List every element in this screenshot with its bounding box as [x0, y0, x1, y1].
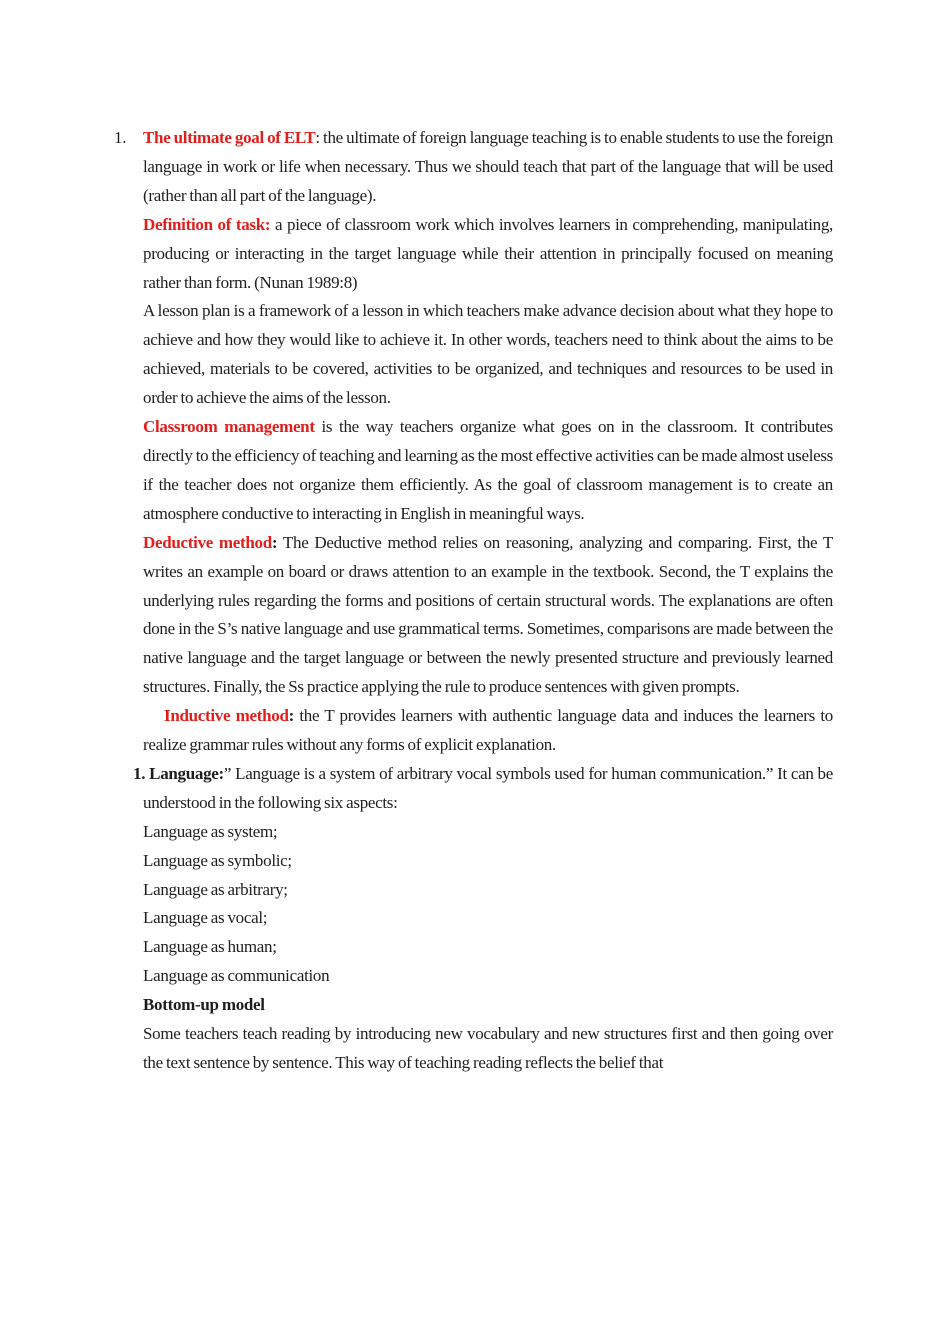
paragraph-definition-of-task — [143, 211, 833, 298]
language-list-number: 1. — [133, 763, 146, 783]
heading-definition-of-task: Definition of task: — [143, 214, 271, 234]
paragraph-lesson-plan — [143, 297, 833, 413]
definition-of-task-text: a piece of classroom work which involves learners in comprehending, manipulating, producing or interacting in the target language while their attention in principally focused on meaning rather than form. (Nunan 1989:8) — [143, 214, 833, 292]
language-aspect-item: Language as human; — [143, 937, 277, 957]
heading-deductive-method: Deductive method — [143, 532, 272, 552]
list-number: 1. — [114, 128, 127, 147]
paragraph-ultimate-goal — [114, 124, 833, 211]
inductive-colon: : — [288, 706, 294, 726]
bottom-up-model-text: Some teachers teach reading by introducing new vocabulary and new structures first and then going over the text sentence by sentence. This way of teaching reading reflects the belief that — [143, 1024, 833, 1072]
paragraph-deductive-method — [143, 529, 833, 702]
heading-classroom-management: Classroom management — [143, 417, 315, 437]
lesson-plan-text: A lesson plan is a framework of a lesson in which teachers make advance decision about what they hope to achieve and how they would like to achieve it. In other words, teachers need to think about the aims to be achieved, materials to be covered, activities to be organized, and techniques and resources to be used in order to achieve the aims of the lesson. — [143, 301, 833, 408]
heading-bottom-up-model: Bottom-up model — [143, 995, 265, 1015]
language-definition-text: ” Language is a system of arbitrary vocal symbols used for human communication.” It can be understood in the following six aspects: — [143, 763, 833, 812]
heading-ultimate-goal-of-elt: The ultimate goal of ELT — [143, 128, 316, 147]
language-aspect-item: Language as vocal; — [143, 908, 268, 928]
inductive-method-text: the T provides learners with authentic language data and induces the learners to realize grammar rules without any forms of explicit explanation. — [143, 706, 833, 755]
classroom-management-text: is the way teachers organize what goes on in the classroom. It contributes directly to the efficiency of teaching and learning as the most effective activities can be made almost useless if the teacher does not organize them efficiently. As the goal of classroom management is to create an atmosphere conductive to interacting in English in meaningful ways. — [143, 417, 833, 523]
deductive-colon: : — [271, 532, 278, 552]
paragraph-classroom-management — [143, 413, 833, 529]
language-aspect-item: Language as communication — [143, 966, 330, 986]
paragraph-language-definition — [133, 760, 833, 818]
paragraph-inductive-method — [143, 702, 833, 760]
paragraph-bottom-up-model — [143, 1020, 833, 1078]
heading-inductive-method: Inductive method — [164, 706, 289, 726]
language-aspect-item: Language as arbitrary; — [143, 879, 288, 899]
document-body — [114, 124, 833, 1078]
deductive-method-text: The Deductive method relies on reasoning, analyzing and comparing. First, the T writes an example on board or draws attention to an example in the textbook. Second, the T explains the underlying rules regarding the forms and positions of certain structural words. The explanations are often done in the S’s native language and use grammatical terms. Sometimes, comparisons are made between the native language and the target language or between the newly presented structure and previously learned structures. Finally, the Ss practice applying the rule to produce sentences with given prompts. — [143, 532, 833, 697]
language-aspect-item: Language as symbolic; — [143, 850, 292, 870]
heading-language: Language: — [145, 763, 224, 783]
language-aspect-item: Language as system; — [143, 821, 278, 841]
ultimate-goal-text: : the ultimate of foreign language teaching is to enable students to use the foreign language in work or life when necessary. Thus we should teach that part of the language that will be used (rather than all part of the language). — [143, 128, 833, 205]
